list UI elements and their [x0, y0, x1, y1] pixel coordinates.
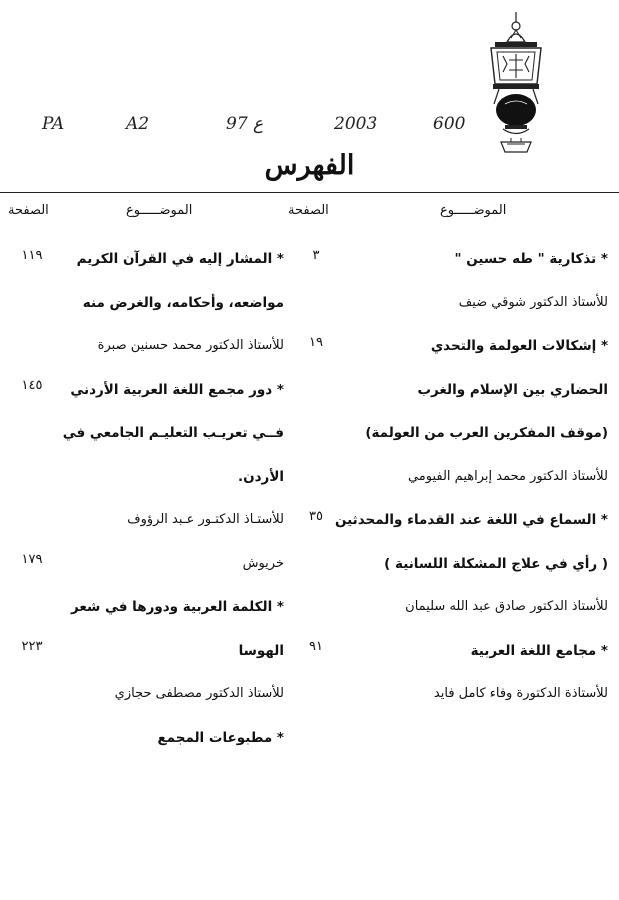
handwritten-note-4: 2003: [334, 114, 378, 134]
header-left-topic: الموضـــــوع: [126, 203, 193, 218]
toc-entry-line: للأستاذة الدكتورة وفاء كامل فايد: [433, 686, 608, 701]
page-title: الفهرس: [264, 150, 355, 181]
header-left-page: الصفحة: [8, 203, 49, 218]
handwritten-note-5: 600: [433, 114, 466, 134]
toc-entry-line: للأستاذ الدكتور محمد إبراهيم الفيومي: [407, 468, 608, 484]
page-number: ١١٩: [21, 248, 43, 263]
handwritten-note-2: A2: [126, 114, 150, 134]
toc-entry-line: للأستاذ الدكتور مصطفى حجازي: [114, 686, 284, 701]
page-number: ١٤٥: [21, 378, 43, 393]
toc-entry-line: ( رأي في علاج المشكلة اللسانية ): [384, 555, 608, 572]
header-right-topic: الموضـــــوع: [440, 203, 507, 218]
toc-entry-line: للأستاذ الدكتور شوقي ضيف: [458, 294, 608, 310]
toc-entry-line: الهوسا: [238, 642, 284, 659]
toc-entry-line: للأستاذ الدكتور صادق عبد الله سليمان: [405, 599, 608, 614]
toc-entry-line: * تذكارية " طه حسين ": [454, 251, 608, 267]
toc-entry-line: مواضعه، وأحكامه، والغرض منه: [82, 294, 284, 311]
page-number: ٩١: [309, 639, 323, 654]
page-number: ١٧٩: [21, 552, 43, 567]
toc-entry-line: الحضاري بين الإسلام والغرب: [417, 381, 608, 398]
page-number: ٣٥: [309, 509, 323, 524]
toc-entry-line: * السماع في اللغة عند القدماء والمحدثين: [334, 512, 608, 528]
page-number: ١٩: [309, 335, 323, 350]
divider: [0, 192, 619, 193]
page-number: ٣: [312, 248, 320, 263]
toc-entry-line: الأردن.: [237, 468, 284, 485]
toc-entry-line: * مطبوعات المجمع: [157, 729, 284, 746]
toc-entry-line: * الكلمة العربية ودورها في شعر: [70, 599, 284, 615]
page-number: ٢٢٣: [21, 639, 43, 654]
header-right-page: الصفحة: [288, 203, 329, 218]
toc-left-column: [58, 248, 284, 770]
toc-right-column: [334, 248, 608, 727]
toc-entry-line: للأستاذ الدكتور محمد حسنين صبرة: [97, 338, 284, 353]
toc-entry-line: * إشكالات العولمة والتحدي: [430, 338, 608, 354]
toc-entry-line: * دور مجمع اللغة العربية الأردني: [70, 381, 284, 398]
toc-entry-line: خريوش: [242, 555, 284, 571]
toc-entry-line: * المشار إليه في القرآن الكريم: [76, 251, 284, 267]
handwritten-note-3: 97 ع: [226, 114, 264, 134]
toc-entry-line: فــي تعريـب التعليـم الجامعي في: [62, 425, 284, 441]
lantern-emblem-icon: [483, 12, 549, 162]
toc-entry-line: (موقف المفكرين العرب من العولمة): [365, 425, 608, 441]
toc-entry-line: للأستـاذ الدكتـور عـبد الرؤوف: [127, 512, 284, 527]
handwritten-note-1: PA: [42, 114, 65, 134]
toc-entry-line: * مجامع اللغة العربية: [470, 642, 608, 659]
